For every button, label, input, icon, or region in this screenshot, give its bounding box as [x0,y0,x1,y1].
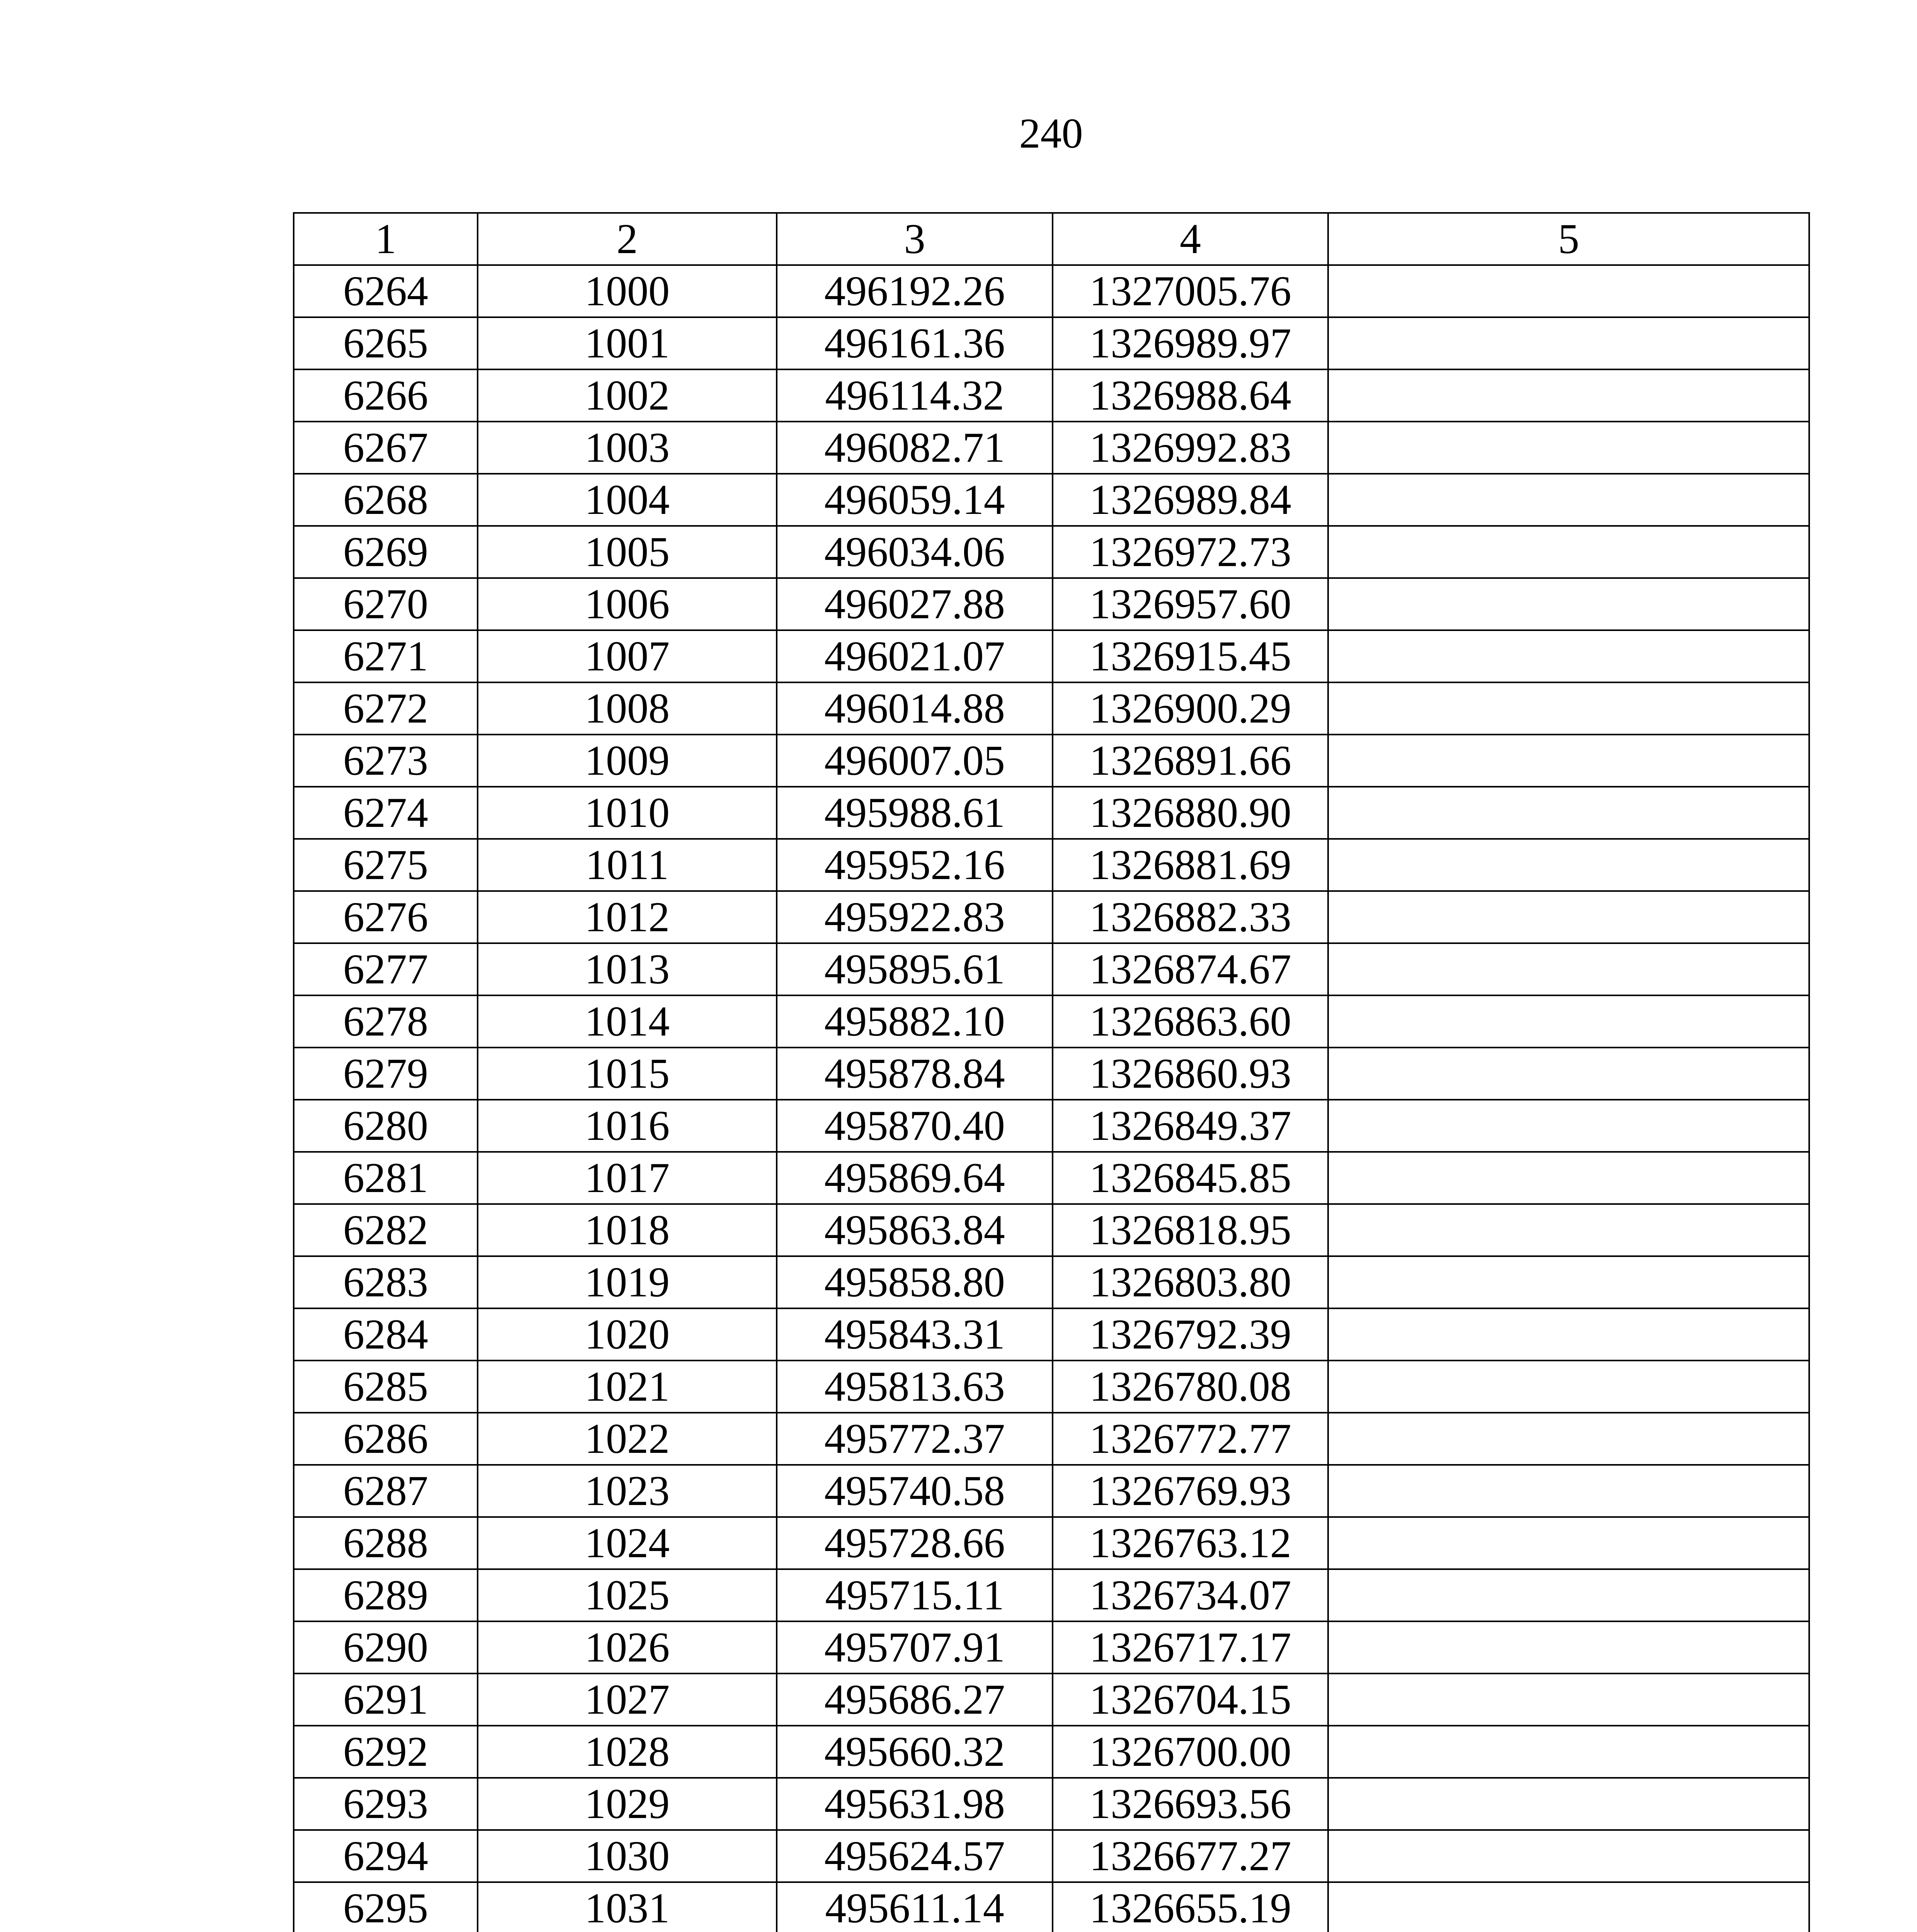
row-number-cell: 6274 [294,787,478,839]
table-row [294,891,1809,943]
row-number-cell: 6268 [294,474,478,526]
table-row [294,682,1809,735]
x-coordinate-cell: 496034.06 [777,526,1053,578]
point-number-cell: 1010 [478,787,777,839]
table-row [294,265,1809,317]
x-coordinate-cell: 495882.10 [777,995,1053,1048]
point-number-cell: 1021 [478,1361,777,1413]
note-cell [1328,265,1809,317]
note-cell [1328,526,1809,578]
y-coordinate-cell: 1326704.15 [1053,1673,1328,1726]
x-coordinate-cell: 495728.66 [777,1517,1053,1569]
row-number-cell: 6289 [294,1569,478,1621]
row-number-cell: 6282 [294,1204,478,1256]
row-number-cell: 6290 [294,1621,478,1673]
row-number-cell: 6269 [294,526,478,578]
point-number-cell: 1002 [478,369,777,422]
note-cell [1328,1517,1809,1569]
point-number-cell: 1031 [478,1882,777,1932]
table-row [294,1830,1809,1882]
point-number-cell: 1008 [478,682,777,735]
column-header-1: 1 [294,213,478,265]
x-coordinate-cell: 495660.32 [777,1726,1053,1778]
row-number-cell: 6265 [294,317,478,369]
row-number-cell: 6273 [294,735,478,787]
note-cell [1328,1152,1809,1204]
y-coordinate-cell: 1326881.69 [1053,839,1328,891]
point-number-cell: 1028 [478,1726,777,1778]
x-coordinate-cell: 495772.37 [777,1413,1053,1465]
row-number-cell: 6264 [294,265,478,317]
x-coordinate-cell: 495869.64 [777,1152,1053,1204]
x-coordinate-cell: 495740.58 [777,1465,1053,1517]
x-coordinate-cell: 495922.83 [777,891,1053,943]
table-row [294,422,1809,474]
column-header-5: 5 [1328,213,1809,265]
point-number-cell: 1003 [478,422,777,474]
row-number-cell: 6286 [294,1413,478,1465]
y-coordinate-cell: 1326849.37 [1053,1100,1328,1152]
point-number-cell: 1006 [478,578,777,630]
point-number-cell: 1000 [478,265,777,317]
point-number-cell: 1022 [478,1413,777,1465]
note-cell [1328,943,1809,995]
x-coordinate-cell: 495870.40 [777,1100,1053,1152]
table-row [294,1621,1809,1673]
x-coordinate-cell: 496007.05 [777,735,1053,787]
row-number-cell: 6283 [294,1256,478,1308]
table-row [294,1204,1809,1256]
table-row [294,1882,1809,1932]
row-number-cell: 6279 [294,1048,478,1100]
y-coordinate-cell: 1326989.84 [1053,474,1328,526]
x-coordinate-cell: 496114.32 [777,369,1053,422]
y-coordinate-cell: 1326763.12 [1053,1517,1328,1569]
x-coordinate-cell: 495631.98 [777,1778,1053,1830]
y-coordinate-cell: 1326780.08 [1053,1361,1328,1413]
row-number-cell: 6285 [294,1361,478,1413]
x-coordinate-cell: 495686.27 [777,1673,1053,1726]
point-number-cell: 1030 [478,1830,777,1882]
row-number-cell: 6272 [294,682,478,735]
x-coordinate-cell: 495624.57 [777,1830,1053,1882]
table-row [294,1100,1809,1152]
note-cell [1328,1100,1809,1152]
y-coordinate-cell: 1326880.90 [1053,787,1328,839]
table-row [294,787,1809,839]
row-number-cell: 6288 [294,1517,478,1569]
x-coordinate-cell: 495952.16 [777,839,1053,891]
point-number-cell: 1012 [478,891,777,943]
x-coordinate-cell: 496161.36 [777,317,1053,369]
row-number-cell: 6277 [294,943,478,995]
y-coordinate-cell: 1326792.39 [1053,1308,1328,1361]
x-coordinate-cell: 495611.14 [777,1882,1053,1932]
x-coordinate-cell: 496014.88 [777,682,1053,735]
note-cell [1328,839,1809,891]
table-row [294,1361,1809,1413]
table-row [294,1413,1809,1465]
point-number-cell: 1011 [478,839,777,891]
note-cell [1328,474,1809,526]
row-number-cell: 6270 [294,578,478,630]
row-number-cell: 6291 [294,1673,478,1726]
table-row [294,1048,1809,1100]
point-number-cell: 1025 [478,1569,777,1621]
note-cell [1328,682,1809,735]
row-number-cell: 6271 [294,630,478,682]
table-row [294,1569,1809,1621]
note-cell [1328,891,1809,943]
table-row [294,630,1809,682]
y-coordinate-cell: 1326717.17 [1053,1621,1328,1673]
y-coordinate-cell: 1326700.00 [1053,1726,1328,1778]
x-coordinate-cell: 495895.61 [777,943,1053,995]
note-cell [1328,1048,1809,1100]
note-cell [1328,1413,1809,1465]
note-cell [1328,735,1809,787]
y-coordinate-cell: 1327005.76 [1053,265,1328,317]
row-number-cell: 6280 [294,1100,478,1152]
point-number-cell: 1023 [478,1465,777,1517]
y-coordinate-cell: 1326992.83 [1053,422,1328,474]
note-cell [1328,1778,1809,1830]
note-cell [1328,630,1809,682]
point-number-cell: 1018 [478,1204,777,1256]
coordinates-table [293,212,1810,1932]
table-row [294,1308,1809,1361]
row-number-cell: 6281 [294,1152,478,1204]
row-number-cell: 6278 [294,995,478,1048]
note-cell [1328,1882,1809,1932]
column-header-2: 2 [478,213,777,265]
y-coordinate-cell: 1326863.60 [1053,995,1328,1048]
row-number-cell: 6284 [294,1308,478,1361]
point-number-cell: 1020 [478,1308,777,1361]
y-coordinate-cell: 1326772.77 [1053,1413,1328,1465]
table-row [294,943,1809,995]
y-coordinate-cell: 1326818.95 [1053,1204,1328,1256]
point-number-cell: 1005 [478,526,777,578]
y-coordinate-cell: 1326957.60 [1053,578,1328,630]
table-row [294,474,1809,526]
y-coordinate-cell: 1326860.93 [1053,1048,1328,1100]
table-row [294,526,1809,578]
y-coordinate-cell: 1326655.19 [1053,1882,1328,1932]
row-number-cell: 6293 [294,1778,478,1830]
table-row [294,369,1809,422]
table-row [294,735,1809,787]
point-number-cell: 1027 [478,1673,777,1726]
point-number-cell: 1026 [478,1621,777,1673]
point-number-cell: 1004 [478,474,777,526]
x-coordinate-cell: 496082.71 [777,422,1053,474]
note-cell [1328,1569,1809,1621]
point-number-cell: 1024 [478,1517,777,1569]
table-body [294,265,1809,1932]
x-coordinate-cell: 495843.31 [777,1308,1053,1361]
x-coordinate-cell: 495707.91 [777,1621,1053,1673]
note-cell [1328,1726,1809,1778]
y-coordinate-cell: 1326988.64 [1053,369,1328,422]
note-cell [1328,578,1809,630]
x-coordinate-cell: 495878.84 [777,1048,1053,1100]
x-coordinate-cell: 496021.07 [777,630,1053,682]
y-coordinate-cell: 1326989.97 [1053,317,1328,369]
y-coordinate-cell: 1326803.80 [1053,1256,1328,1308]
table-header [294,213,1809,265]
point-number-cell: 1014 [478,995,777,1048]
y-coordinate-cell: 1326900.29 [1053,682,1328,735]
x-coordinate-cell: 495715.11 [777,1569,1053,1621]
y-coordinate-cell: 1326874.67 [1053,943,1328,995]
note-cell [1328,1830,1809,1882]
y-coordinate-cell: 1326769.93 [1053,1465,1328,1517]
table-row [294,839,1809,891]
note-cell [1328,1673,1809,1726]
column-header-3: 3 [777,213,1053,265]
column-header-4: 4 [1053,213,1328,265]
table-row [294,995,1809,1048]
note-cell [1328,1621,1809,1673]
header-row [294,213,1809,265]
note-cell [1328,787,1809,839]
note-cell [1328,1465,1809,1517]
x-coordinate-cell: 495863.84 [777,1204,1053,1256]
point-number-cell: 1009 [478,735,777,787]
y-coordinate-cell: 1326915.45 [1053,630,1328,682]
table-row [294,1726,1809,1778]
y-coordinate-cell: 1326882.33 [1053,891,1328,943]
row-number-cell: 6276 [294,891,478,943]
note-cell [1328,1361,1809,1413]
note-cell [1328,1204,1809,1256]
note-cell [1328,317,1809,369]
note-cell [1328,995,1809,1048]
y-coordinate-cell: 1326677.27 [1053,1830,1328,1882]
note-cell [1328,422,1809,474]
x-coordinate-cell: 495858.80 [777,1256,1053,1308]
note-cell [1328,1256,1809,1308]
point-number-cell: 1013 [478,943,777,995]
point-number-cell: 1016 [478,1100,777,1152]
table-row [294,1465,1809,1517]
x-coordinate-cell: 495813.63 [777,1361,1053,1413]
point-number-cell: 1015 [478,1048,777,1100]
y-coordinate-cell: 1326734.07 [1053,1569,1328,1621]
table-row [294,1778,1809,1830]
table-row [294,578,1809,630]
table-row [294,1673,1809,1726]
x-coordinate-cell: 495988.61 [777,787,1053,839]
row-number-cell: 6292 [294,1726,478,1778]
row-number-cell: 6267 [294,422,478,474]
row-number-cell: 6266 [294,369,478,422]
row-number-cell: 6275 [294,839,478,891]
x-coordinate-cell: 496059.14 [777,474,1053,526]
point-number-cell: 1029 [478,1778,777,1830]
point-number-cell: 1007 [478,630,777,682]
page-number: 240 [1019,110,1083,157]
row-number-cell: 6287 [294,1465,478,1517]
y-coordinate-cell: 1326891.66 [1053,735,1328,787]
y-coordinate-cell: 1326972.73 [1053,526,1328,578]
table-row [294,1256,1809,1308]
row-number-cell: 6294 [294,1830,478,1882]
table-row [294,1152,1809,1204]
table-row [294,1517,1809,1569]
point-number-cell: 1019 [478,1256,777,1308]
point-number-cell: 1017 [478,1152,777,1204]
table-row [294,317,1809,369]
note-cell [1328,369,1809,422]
point-number-cell: 1001 [478,317,777,369]
note-cell [1328,1308,1809,1361]
row-number-cell: 6295 [294,1882,478,1932]
x-coordinate-cell: 496027.88 [777,578,1053,630]
y-coordinate-cell: 1326693.56 [1053,1778,1328,1830]
x-coordinate-cell: 496192.26 [777,265,1053,317]
y-coordinate-cell: 1326845.85 [1053,1152,1328,1204]
